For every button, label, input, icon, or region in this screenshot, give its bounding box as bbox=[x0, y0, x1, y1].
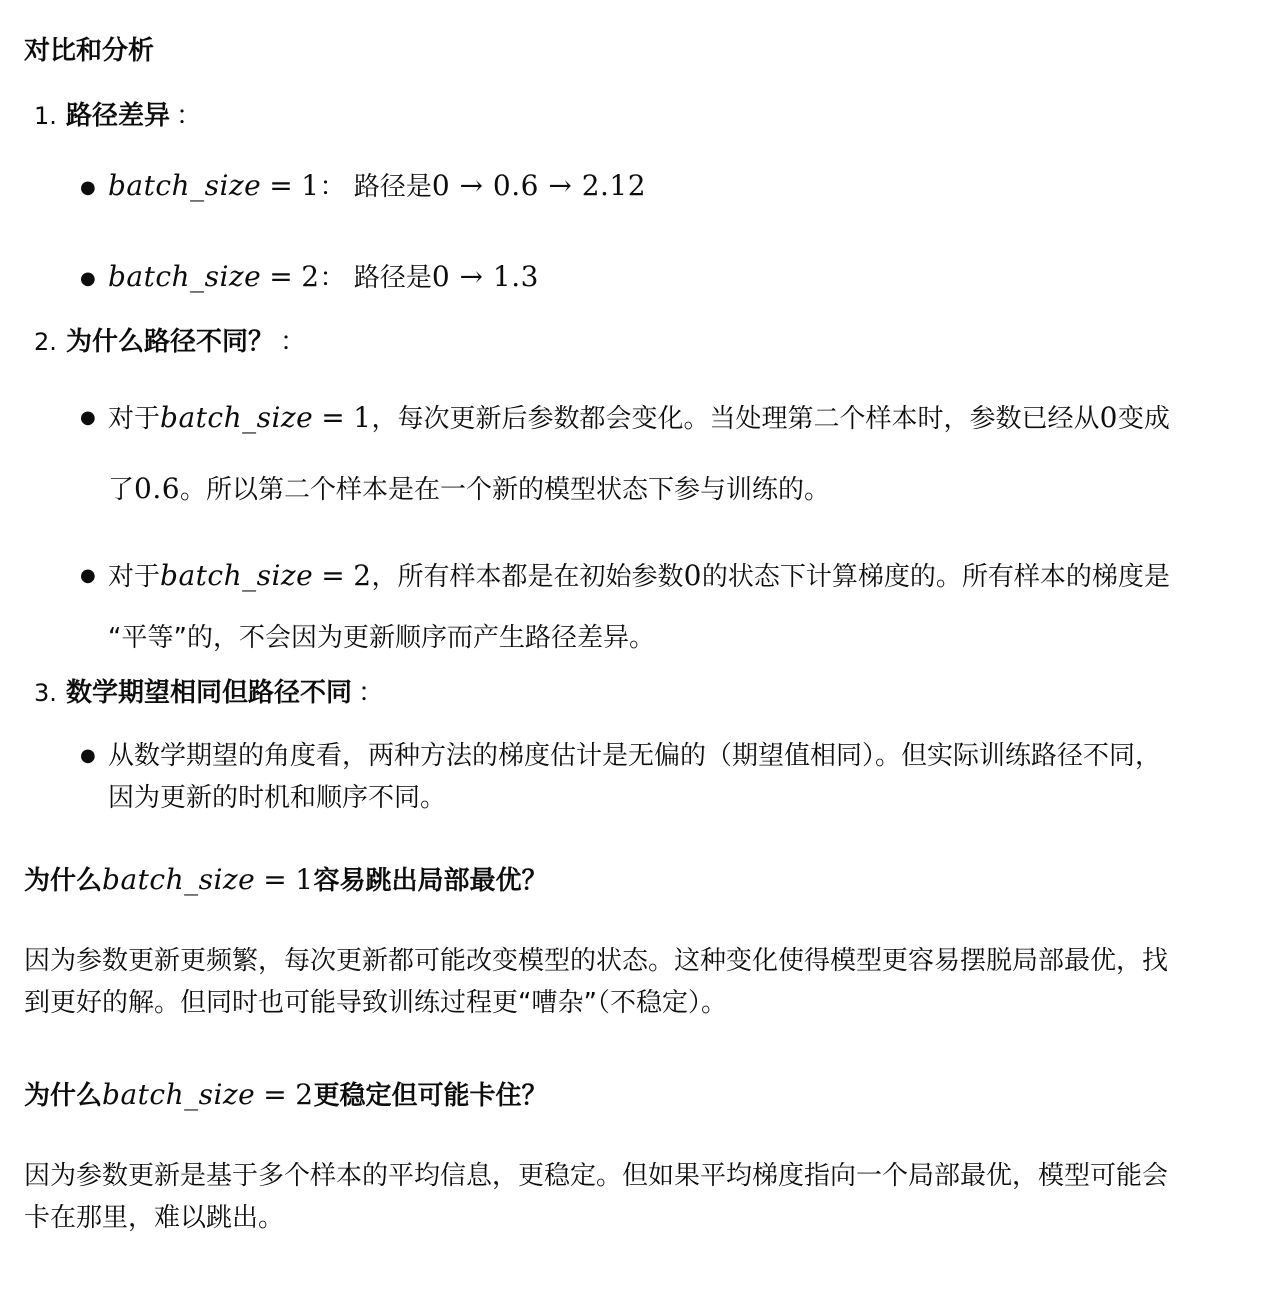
item-number: 2. bbox=[34, 328, 57, 356]
analysis-list bbox=[24, 90, 1283, 819]
bullet-icon: ● bbox=[80, 407, 96, 428]
page-title: 对比和分析 bbox=[24, 36, 155, 66]
section-paragraph: 因为参数更新是基于多个样本的平均信息，更稳定。但如果平均梯度指向一个局部最优，模型可能会 卡在那里，难以跳出。 bbox=[24, 1161, 1169, 1233]
path-values: 0 → 0.6 → 2.12 bbox=[431, 169, 647, 202]
bullet-icon: ● bbox=[80, 177, 96, 198]
item-heading bbox=[24, 90, 1283, 142]
item-label: 为什么路径不同？ bbox=[66, 327, 275, 357]
section-heading: 为什么batch_size = 2更稳定但可能卡住？ bbox=[24, 1078, 548, 1111]
sub-list bbox=[24, 150, 1283, 314]
item-number: 3. bbox=[34, 679, 57, 707]
bullet-icon: ● bbox=[80, 268, 96, 289]
sub-list-item: ● 对于batch_size = 2，所有样本都是在初始参数0的状态下计算梯度的。所有样本的梯度是 “平等”的，不会因为更新顺序而产生路径差异。 bbox=[24, 544, 1283, 667]
section-heading: 为什么batch_size = 1容易跳出局部最优？ bbox=[24, 863, 548, 896]
sub-list bbox=[24, 386, 1283, 667]
math-expression: batch_size = 2 bbox=[108, 260, 320, 293]
math-expression: batch_size = 2 bbox=[160, 559, 372, 592]
path-label: 路径是 bbox=[353, 172, 432, 202]
list-item bbox=[24, 667, 1283, 819]
item-label: 数学期望相同但路径不同 bbox=[66, 678, 353, 708]
item-label: 路径差异 bbox=[66, 101, 171, 131]
separator: ： bbox=[319, 172, 346, 202]
separator: ： bbox=[319, 263, 346, 293]
sub-list-item bbox=[24, 241, 1283, 314]
path-label: 路径是 bbox=[353, 263, 432, 293]
item-number: 1. bbox=[34, 102, 57, 130]
bullet-icon: ● bbox=[80, 565, 96, 586]
path-values: 0 → 1.3 bbox=[431, 260, 539, 293]
list-item bbox=[24, 90, 1283, 314]
item-heading bbox=[24, 316, 1283, 368]
list-item bbox=[24, 316, 1283, 667]
item-heading bbox=[24, 667, 1283, 719]
math-expression: batch_size = 1 bbox=[108, 169, 320, 202]
section-paragraph: 因为参数更新更频繁，每次更新都可能改变模型的状态。这种变化使得模型更容易摆脱局部最优，找 到更好的解。但同时也可能导致训练过程更“嘈杂”（不稳定）。 bbox=[24, 946, 1169, 1018]
sub-list-item bbox=[24, 150, 1283, 223]
sub-list-item: ● 对于batch_size = 1，每次更新后参数都会变化。当处理第二个样本时，参数已经从0变成 了0.6。所以第二个样本是在一个新的模型状态下参与训练的。 bbox=[24, 386, 1283, 520]
math-expression: batch_size = 2 bbox=[102, 1078, 314, 1111]
sub-list-item: ● 从数学期望的角度看，两种方法的梯度估计是无偏的（期望值相同）。但实际训练路径不同， 因为更新的时机和顺序不同。 bbox=[24, 735, 1283, 819]
item-colon: ： bbox=[280, 327, 307, 357]
item-colon: ： bbox=[176, 101, 203, 131]
bullet-icon: ● bbox=[80, 745, 96, 766]
math-expression: batch_size = 1 bbox=[160, 401, 372, 434]
math-expression: batch_size = 1 bbox=[102, 863, 314, 896]
item-colon: ： bbox=[358, 678, 385, 708]
sub-list bbox=[24, 735, 1283, 819]
